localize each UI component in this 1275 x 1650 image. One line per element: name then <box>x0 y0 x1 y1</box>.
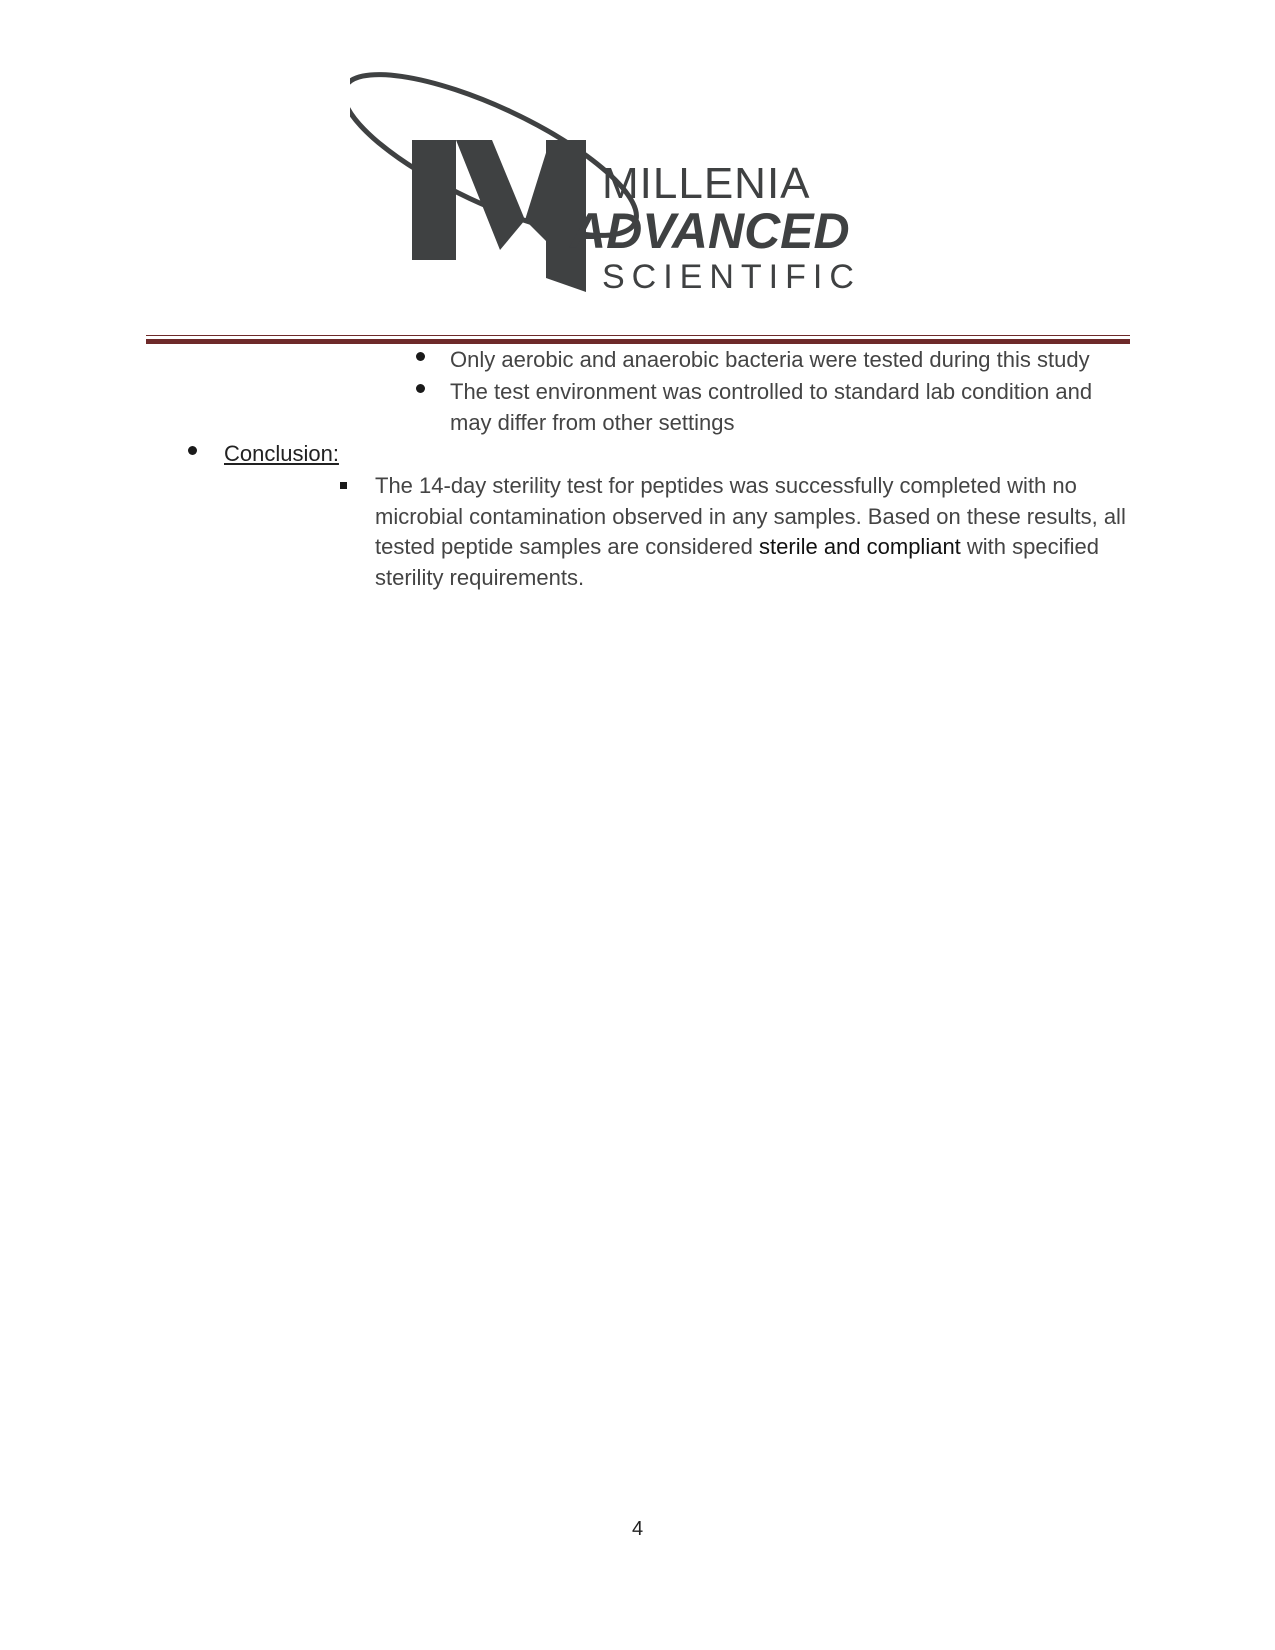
logo-line-scientific: SCIENTIFIC <box>602 258 861 296</box>
millenia-advanced-scientific-logo <box>350 70 930 300</box>
limitation-item-2-line-2: may differ from other settings <box>450 410 735 435</box>
bullet-dot-icon <box>416 384 425 393</box>
conclusion-text-before: The 14-day sterility test for peptides was successfully completed with no microbial contamination observed in any samples. Based on these results, all tested peptide samples are considered <box>375 473 1126 559</box>
square-bullet-icon <box>340 482 347 489</box>
conclusion-emphasis: sterile and compliant <box>759 534 961 559</box>
limitation-item-1: Only aerobic and anaerobic bacteria were tested during this study <box>450 347 1090 372</box>
bullet-dot-icon <box>416 352 425 361</box>
conclusion-text-after: with specified sterility requirements. <box>375 534 1099 590</box>
logo-m-mark <box>412 140 586 292</box>
conclusion-paragraph <box>375 471 1135 593</box>
logo-line-millenia: MILLENIA <box>602 159 811 208</box>
page-number: 4 <box>631 1518 644 1540</box>
limitation-item-2-line-1: The test environment was controlled to standard lab condition and <box>450 379 1093 404</box>
conclusion-heading: Conclusion: <box>224 441 339 466</box>
bullet-dot-icon <box>188 446 197 455</box>
logo-line-advanced: ADVANCED <box>570 203 850 259</box>
header-divider-thin <box>146 335 1130 336</box>
